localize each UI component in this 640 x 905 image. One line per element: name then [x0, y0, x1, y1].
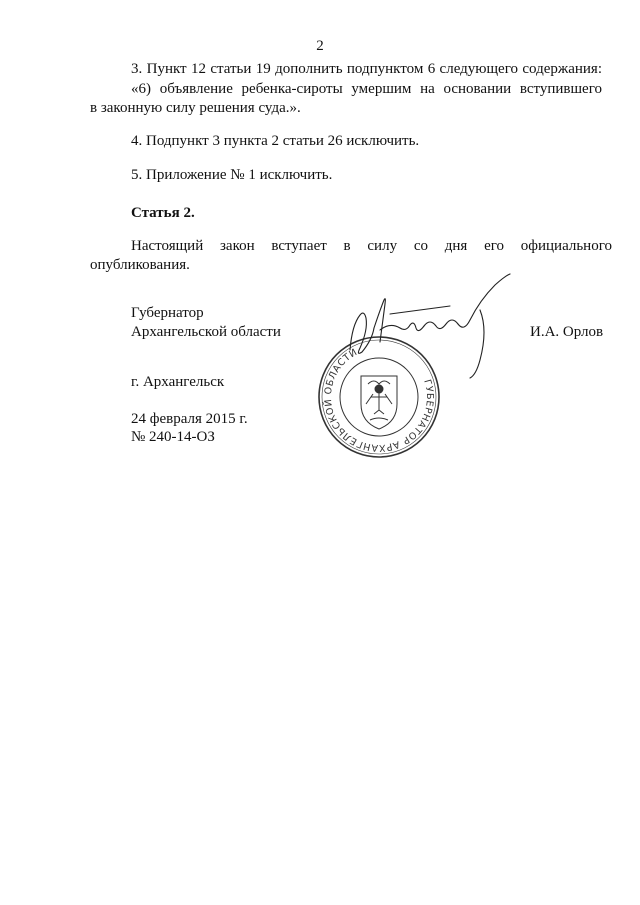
signatory-title-line1: Губернатор — [131, 305, 204, 321]
coat-of-arms-icon — [361, 376, 397, 429]
handwritten-signature — [330, 270, 530, 380]
signatory-title-line2: Архангельской области — [131, 324, 281, 340]
page-number: 2 — [316, 38, 324, 54]
article-line1: Настоящий закон вступает в силу со дня его официального — [131, 238, 612, 254]
date: 24 февраля 2015 г. — [131, 411, 248, 427]
article-heading: Статья 2. — [131, 205, 195, 221]
item3-line2: «6) объявление ребенка-сироты умершим на основании вступившего — [131, 81, 602, 97]
place: г. Архангельск — [131, 374, 225, 390]
article-line2: опубликования. — [90, 257, 190, 273]
signatory-name: И.А. Орлов — [530, 324, 604, 340]
item3-line1: 3. Пункт 12 статьи 19 дополнить подпунктом 6 следующего содержания: — [131, 61, 602, 77]
item5: 5. Приложение № 1 исключить. — [131, 167, 333, 183]
seal-text: ГУБЕРНАТОР АРХАНГЕЛЬСКОЙ ОБЛАСТИ — [322, 346, 436, 454]
item3-line3: в законную силу решения суда.». — [90, 100, 301, 116]
item4: 4. Подпункт 3 пункта 2 статьи 26 исключить. — [131, 133, 420, 149]
document-number: № 240-14-ОЗ — [131, 429, 215, 445]
